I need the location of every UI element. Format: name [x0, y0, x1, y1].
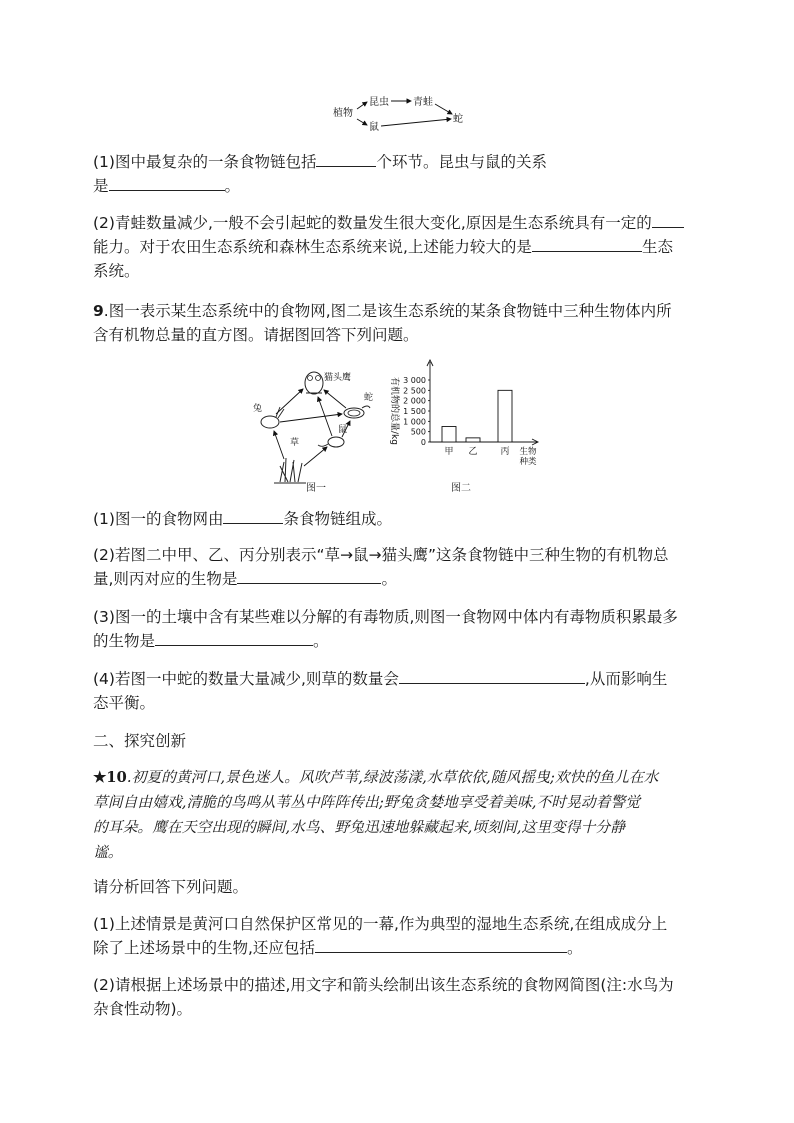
arrow-mouse-snake: [381, 119, 451, 126]
y-tick-label: 1 500: [403, 407, 426, 416]
grass-illustration: [274, 458, 306, 483]
q9-intro-line1: 9.图一表示某生态系统中的食物网,图二是该生态系统的某条食物链中三种生物体内所: [93, 302, 672, 320]
food-web-diagram-small: [325, 90, 475, 132]
x-category-label: 甲: [444, 447, 454, 457]
y-tick-label: 500: [410, 427, 426, 437]
arrow-rabbit-snake: [280, 414, 342, 422]
y-tick-label: 1 000: [403, 417, 426, 427]
node-snake: 蛇: [453, 114, 463, 125]
x-category-label: 乙: [468, 447, 478, 457]
figure-1-caption: 图一: [306, 483, 326, 494]
y-axis-label: 有机物的总量/kg: [389, 377, 399, 445]
q9-intro-line2: 含有机物总量的直方图。请据图回答下列问题。: [93, 326, 419, 344]
mouse-illustration: [318, 437, 344, 447]
arrow-grass-rabbit: [274, 431, 284, 459]
node-insect: 昆虫: [369, 97, 389, 108]
q9-part2-line1: (2)若图二中甲、乙、丙分别表示“草→鼠→猫头鹰”这条食物链中三种生物的有机物总: [93, 546, 669, 564]
q9-blank-2[interactable]: [237, 567, 381, 584]
figure-2-caption: 图二: [451, 483, 471, 494]
x-axis-label-line2: 种类: [519, 457, 537, 467]
q10-passage-line4: 谧。: [93, 844, 123, 861]
q10-passage-line3: 的耳朵。鹰在天空出现的瞬间,水鸟、野兔迅速地躲藏起来,顷刻间,这里变得十分静: [93, 819, 626, 836]
arrow-frog-snake: [435, 104, 452, 114]
q8-part2-line1: (2)青蛙数量减少,一般不会引起蛇的数量发生很大变化,原因是生态系统具有一定的: [93, 210, 703, 236]
q10-part1-line2: 除了上述场景中的生物,还应包括 。: [93, 935, 703, 961]
q8-part1-line2: 是 。: [93, 173, 703, 199]
label-snake: 蛇: [364, 393, 374, 403]
snake-illustration: [344, 406, 370, 418]
q10-part2-line2: 杂食性动物)。: [93, 1000, 193, 1018]
x-axis-label-line1: 生物: [519, 447, 537, 457]
q9-blank-4[interactable]: [399, 667, 585, 684]
owl-illustration: [305, 372, 323, 394]
q8-blank-3[interactable]: [652, 211, 684, 228]
arrow-plant-insect: [357, 102, 367, 109]
q9-blank-1[interactable]: [223, 507, 283, 524]
y-tick-label: 2 500: [403, 386, 426, 396]
label-grass: 草: [290, 438, 300, 448]
arrow-snake-owl: [324, 390, 346, 408]
q10-passage-line1: ★10.初夏的黄河口,景色迷人。风吹芦苇,绿波荡漾,水草依依,随风摇曳;欢快的鱼儿在水: [93, 769, 659, 786]
bar-丙: [498, 390, 512, 442]
label-mouse: 鼠: [338, 425, 348, 435]
node-mouse: 鼠: [369, 122, 379, 132]
q9-part3-line2: 的生物是 。: [93, 628, 703, 654]
q9-part2-line2: 量,则丙对应的生物是 。: [93, 566, 703, 592]
q10-blank-1[interactable]: [315, 936, 567, 953]
q9-part3-line1: (3)图一的土壤中含有某些难以分解的有毒物质,则图一食物网中体内有毒物质积累最多: [93, 608, 678, 626]
arrow-rabbit-owl: [276, 389, 303, 414]
bar-甲: [442, 427, 456, 443]
q9-part4-line2: 态平衡。: [93, 694, 156, 712]
x-category-label: 丙: [500, 447, 510, 457]
y-tick-label: 0: [420, 438, 426, 447]
q10-prompt: 请分析回答下列问题。: [93, 878, 249, 896]
node-frog: 青蛙: [413, 97, 433, 108]
q10-part2-line1: (2)请根据上述场景中的描述,用文字和箭头绘制出该生态系统的食物网简图(注:水鸟为: [93, 976, 674, 994]
q8-blank-4[interactable]: [532, 235, 642, 252]
q8-part2-line2: 能力。对于农田生态系统和森林生态系统来说,上述能力较大的是 生态: [93, 234, 703, 260]
section-2-title: 二、探究创新: [93, 732, 187, 750]
q9-part4-line1: (4)若图一中蛇的数量大量减少,则草的数量会 ,从而影响生: [93, 666, 703, 692]
q8-blank-1[interactable]: [316, 150, 376, 167]
organic-matter-bar-chart: [380, 356, 560, 476]
y-tick-label: 2 000: [403, 396, 426, 406]
label-owl: 猫头鹰: [324, 373, 352, 383]
arrow-grass-mouse: [304, 447, 327, 466]
q8-blank-2[interactable]: [109, 174, 225, 191]
q8-part1-line1: (1)图中最复杂的一条食物链包括 个环节。昆虫与鼠的关系: [93, 149, 703, 175]
q10-part1-line1: (1)上述情景是黄河口自然保护区常见的一幕,作为典型的湿地生态系统,在组成成分上: [93, 915, 668, 933]
arrow-plant-mouse: [357, 119, 367, 125]
q10-passage-line2: 草间自由嬉戏,清脆的鸟鸣从苇丛中阵阵传出;野兔贪婪地享受着美味,不时晃动着警觉: [93, 794, 641, 811]
label-rabbit: 兔: [253, 404, 263, 414]
y-tick-label: 3 000: [403, 376, 426, 385]
node-plant: 植物: [333, 108, 353, 119]
q8-part2-line3: 系统。: [93, 262, 140, 280]
q9-part1: (1)图一的食物网由 条食物链组成。: [93, 506, 703, 532]
q9-blank-3[interactable]: [155, 629, 313, 646]
bar-乙: [466, 438, 480, 442]
food-web-figure-1: [250, 362, 380, 490]
